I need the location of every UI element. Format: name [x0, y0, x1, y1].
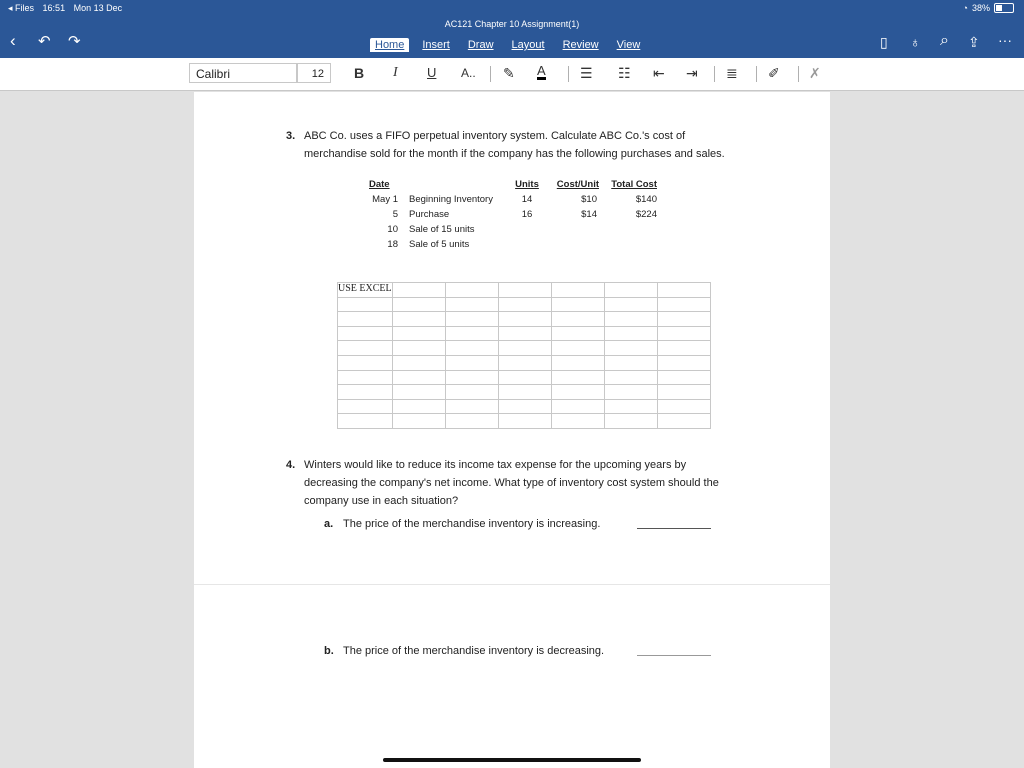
battery-percent: 38% — [971, 3, 990, 13]
battery-fill — [996, 5, 1002, 11]
italic-button[interactable]: I — [393, 65, 398, 80]
question-3-line-2: merchandise sold for the month if the company has the following purchases and sales. — [304, 148, 725, 160]
excel-cell[interactable] — [604, 326, 657, 341]
back-to-files-link[interactable]: ◂ Files — [8, 3, 35, 13]
excel-cell[interactable] — [392, 341, 445, 356]
excel-cell[interactable] — [551, 312, 604, 327]
excel-cell[interactable] — [392, 355, 445, 370]
excel-cell[interactable] — [498, 326, 551, 341]
status-date: Mon 13 Dec — [73, 3, 123, 13]
question-3-line-1: ABC Co. uses a FIFO perpetual inventory system. Calculate ABC Co.'s cost of — [304, 130, 686, 142]
excel-label-cell[interactable]: USE EXCEL — [338, 283, 393, 298]
page-break — [194, 584, 830, 585]
excel-cell[interactable] — [392, 297, 445, 312]
part-b-answer-blank[interactable] — [637, 655, 711, 656]
excel-cell[interactable] — [498, 297, 551, 312]
excel-cell[interactable] — [657, 370, 710, 385]
question-4-line-3: company use in each situation? — [304, 495, 459, 507]
excel-cell[interactable] — [498, 399, 551, 414]
excel-cell[interactable] — [604, 312, 657, 327]
tab-layout[interactable]: Layout — [511, 39, 545, 51]
row-units: 16 — [521, 209, 533, 220]
toolbar-divider — [756, 66, 757, 82]
excel-cell[interactable] — [498, 283, 551, 298]
units-header: Units — [515, 179, 539, 190]
excel-grid[interactable] — [337, 282, 711, 429]
excel-cell[interactable] — [498, 370, 551, 385]
excel-cell[interactable] — [551, 297, 604, 312]
excel-cell[interactable] — [657, 326, 710, 341]
excel-cell[interactable] — [392, 414, 445, 429]
excel-cell[interactable] — [338, 385, 393, 400]
font-name-dropdown[interactable]: Calibri — [189, 63, 297, 83]
tab-home[interactable]: Home — [370, 38, 409, 52]
question-4-text — [304, 456, 744, 510]
excel-cell[interactable] — [338, 297, 393, 312]
excel-cell[interactable] — [657, 399, 710, 414]
excel-row — [338, 297, 711, 312]
question-3-number: 3. — [286, 130, 296, 142]
excel-cell[interactable] — [657, 341, 710, 356]
excel-cell[interactable] — [657, 312, 710, 327]
row-date: 18 — [387, 239, 398, 250]
row-description: Purchase — [409, 209, 450, 220]
excel-cell[interactable] — [392, 399, 445, 414]
excel-row — [338, 326, 711, 341]
excel-cell[interactable] — [338, 370, 393, 385]
excel-cell[interactable] — [551, 355, 604, 370]
share-icon[interactable]: ⇪ — [968, 34, 980, 50]
excel-cell[interactable] — [551, 326, 604, 341]
excel-cell[interactable] — [657, 355, 710, 370]
excel-row — [338, 385, 711, 400]
more-options-icon[interactable]: ··· — [998, 32, 1012, 48]
excel-cell[interactable] — [551, 385, 604, 400]
excel-cell[interactable] — [604, 370, 657, 385]
excel-cell[interactable] — [392, 370, 445, 385]
excel-cell[interactable] — [445, 326, 498, 341]
tab-view[interactable]: View — [616, 39, 641, 51]
increase-indent-icon[interactable]: ⇥ — [686, 65, 698, 81]
formatting-toolbar — [0, 58, 1024, 91]
tab-review[interactable]: Review — [562, 39, 599, 51]
tab-draw[interactable]: Draw — [467, 39, 494, 51]
part-a-text: The price of the merchandise inventory is increasing. — [343, 518, 601, 530]
excel-cell[interactable] — [604, 414, 657, 429]
paragraph-format-icon[interactable]: ≣ — [726, 65, 738, 81]
phone-view-icon[interactable]: ▯ — [880, 34, 888, 50]
document-title: AC121 Chapter 10 Assignment(1) — [444, 19, 580, 29]
undo-icon[interactable]: ↶ — [38, 33, 51, 50]
back-chevron-icon[interactable]: ‹ — [10, 31, 16, 50]
part-b-text: The price of the merchandise inventory is decreasing. — [343, 645, 605, 657]
wifi-icon: ◔ — [962, 3, 968, 13]
row-description: Sale of 5 units — [409, 239, 470, 250]
row-date: 10 — [387, 224, 398, 235]
excel-cell[interactable] — [657, 283, 710, 298]
excel-cell[interactable] — [498, 385, 551, 400]
excel-cell[interactable] — [604, 399, 657, 414]
excel-cell[interactable] — [338, 341, 393, 356]
inventory-descriptions — [409, 192, 493, 252]
total-cost-header: Total Cost — [611, 179, 657, 190]
battery-icon — [994, 3, 1014, 13]
home-indicator[interactable] — [383, 758, 641, 762]
excel-cell[interactable] — [604, 355, 657, 370]
excel-cell[interactable] — [392, 326, 445, 341]
excel-cell[interactable] — [392, 385, 445, 400]
excel-cell[interactable] — [392, 283, 445, 298]
excel-cell[interactable] — [445, 370, 498, 385]
font-size-dropdown[interactable]: 12 — [297, 63, 331, 83]
row-description: Sale of 15 units — [409, 224, 475, 235]
excel-cell[interactable] — [445, 414, 498, 429]
excel-cell[interactable] — [445, 355, 498, 370]
question-3-text — [304, 127, 744, 163]
excel-cell[interactable] — [338, 326, 393, 341]
excel-cell[interactable] — [445, 385, 498, 400]
toolbar-divider — [568, 66, 569, 82]
excel-cell[interactable] — [445, 341, 498, 356]
question-4-line-1: Winters would like to reduce its income tax expense for the upcoming years by — [304, 459, 687, 471]
text-effects-button[interactable]: A.. — [461, 66, 476, 80]
excel-cell[interactable] — [604, 297, 657, 312]
inventory-dates — [354, 192, 398, 252]
excel-cell[interactable] — [551, 399, 604, 414]
excel-cell[interactable] — [604, 341, 657, 356]
toolbar-divider — [714, 66, 715, 82]
question-4-number: 4. — [286, 459, 296, 471]
excel-cell[interactable] — [392, 312, 445, 327]
excel-row — [338, 370, 711, 385]
row-cost: $10 — [581, 194, 597, 205]
excel-cell[interactable] — [657, 414, 710, 429]
bullet-list-icon[interactable]: ☰ — [580, 65, 593, 81]
excel-cell[interactable] — [445, 297, 498, 312]
clear-formatting-icon[interactable]: ✗ — [809, 65, 821, 81]
bold-button[interactable]: B — [354, 65, 365, 81]
inventory-cost-per-unit — [549, 177, 599, 222]
status-bar-left — [8, 3, 122, 14]
excel-cell[interactable] — [604, 385, 657, 400]
row-date: 5 — [392, 209, 398, 220]
excel-row — [338, 283, 711, 298]
excel-cell[interactable] — [551, 283, 604, 298]
excel-cell[interactable] — [498, 341, 551, 356]
inventory-total-cost — [607, 177, 657, 222]
status-time: 16:51 — [42, 3, 66, 13]
inventory-date-column — [369, 177, 390, 192]
excel-cell[interactable] — [338, 355, 393, 370]
excel-row — [338, 312, 711, 327]
question-4-line-2: decreasing the company's net income. What type of inventory cost system should the — [304, 477, 719, 489]
toolbar-divider — [798, 66, 799, 82]
font-color-button[interactable]: A — [537, 63, 546, 78]
excel-cell[interactable] — [445, 312, 498, 327]
excel-row — [338, 399, 711, 414]
part-a-label: a. — [324, 518, 334, 530]
excel-row — [338, 414, 711, 429]
underline-button[interactable]: U — [427, 65, 437, 80]
tab-insert[interactable]: Insert — [422, 39, 450, 51]
styles-icon[interactable]: ✐ — [768, 65, 780, 81]
cost-unit-header: Cost/Unit — [556, 179, 599, 190]
row-units: 14 — [521, 194, 533, 205]
excel-cell[interactable] — [498, 355, 551, 370]
redo-icon[interactable]: ↷ — [68, 33, 81, 50]
row-description: Beginning Inventory — [409, 194, 493, 205]
excel-row — [338, 341, 711, 356]
excel-cell[interactable] — [338, 399, 393, 414]
document-page[interactable] — [194, 92, 830, 768]
part-a-answer-blank[interactable] — [637, 528, 711, 529]
app-header — [0, 0, 1024, 58]
excel-cell[interactable] — [445, 283, 498, 298]
highlighter-icon[interactable]: ✎ — [503, 65, 515, 81]
row-cost: $14 — [581, 209, 597, 220]
excel-cell[interactable] — [551, 370, 604, 385]
excel-cell[interactable] — [338, 312, 393, 327]
row-total: $140 — [635, 194, 657, 205]
inventory-units — [514, 177, 540, 222]
decrease-indent-icon[interactable]: ⇤ — [653, 65, 665, 81]
excel-row — [338, 355, 711, 370]
row-date: May 1 — [372, 194, 398, 205]
search-icon[interactable]: ⌕ — [940, 32, 949, 49]
excel-cell[interactable] — [657, 297, 710, 312]
numbered-list-icon[interactable]: ☷ — [618, 65, 631, 81]
excel-cell[interactable] — [498, 414, 551, 429]
lightbulb-icon[interactable]: ♁ — [910, 34, 921, 50]
date-header: Date — [369, 179, 390, 190]
excel-cell[interactable] — [551, 341, 604, 356]
ribbon-tabs — [370, 38, 653, 52]
status-bar-right — [963, 3, 1014, 13]
toolbar-divider — [490, 66, 491, 82]
excel-cell[interactable] — [604, 283, 657, 298]
excel-cell[interactable] — [445, 399, 498, 414]
excel-cell[interactable] — [551, 414, 604, 429]
row-total: $224 — [635, 209, 657, 220]
excel-cell[interactable] — [657, 385, 710, 400]
excel-cell[interactable] — [498, 312, 551, 327]
excel-cell[interactable] — [338, 414, 393, 429]
part-b-label: b. — [324, 645, 334, 657]
